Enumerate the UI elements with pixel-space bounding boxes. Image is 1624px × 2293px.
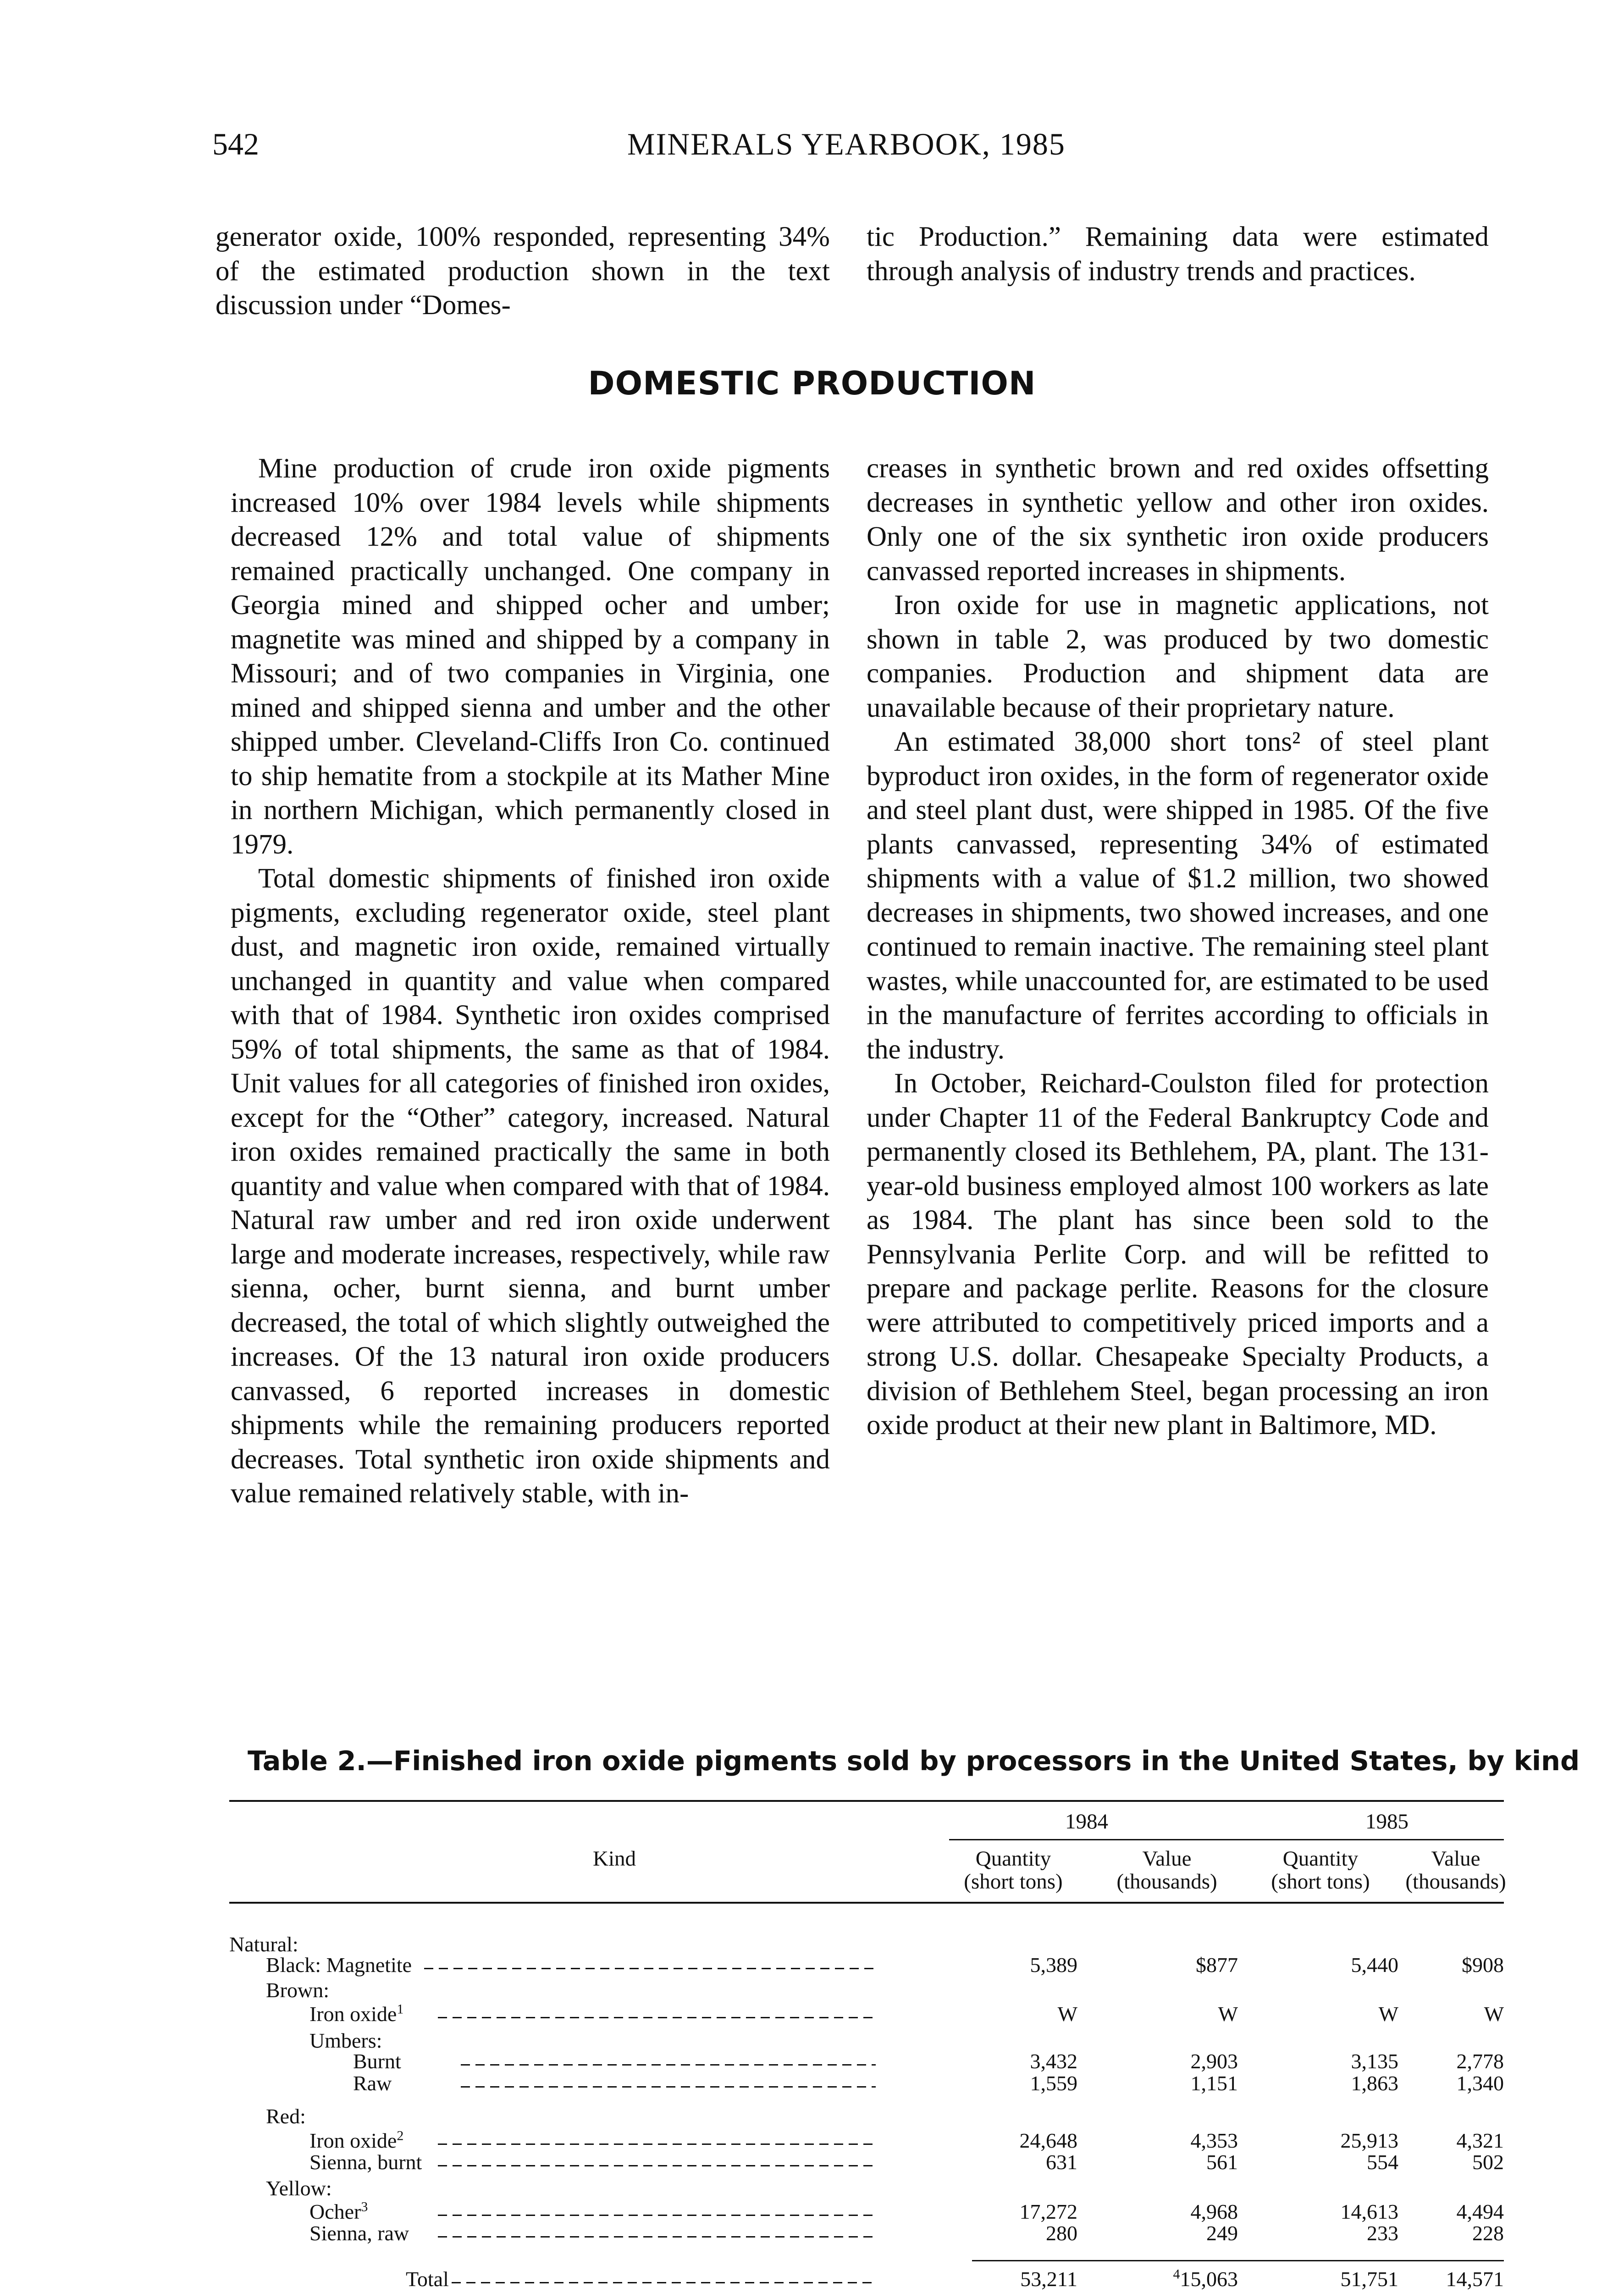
year-header-rule — [949, 1839, 1504, 1840]
leader-dots — [229, 2050, 876, 2073]
intro-right-column — [867, 220, 1489, 288]
footnote-marker: 4 — [1173, 2266, 1180, 2282]
row-label — [309, 2029, 382, 2052]
table-row — [229, 2003, 1504, 2026]
quantity-header-1985 — [1245, 1847, 1396, 1893]
cell-quantity-1984: 280 — [1046, 2221, 1077, 2245]
cell-quantity-1985: 1,863 — [1351, 2071, 1398, 2095]
cell-value-1985: W — [1484, 2002, 1504, 2026]
cell-value-1984: 249 — [1206, 2221, 1238, 2245]
cell-quantity-1984: 5,389 — [1030, 1953, 1077, 1977]
row-label-text: Ocher — [309, 2200, 361, 2223]
table-group-row — [229, 1933, 1504, 1956]
cell-quantity-1985: 3,135 — [1351, 2049, 1398, 2073]
cell-value-1984: $877 — [1196, 1953, 1238, 1977]
table-top-rule — [229, 1800, 1504, 1802]
table-group-row — [229, 2177, 1504, 2200]
running-title: MINERALS YEARBOOK, 1985 — [627, 127, 1066, 161]
page-number: 542 — [212, 127, 259, 161]
row-label-text: Natural: — [229, 1933, 298, 1956]
footnote-marker: 3 — [361, 2199, 368, 2215]
total-label: Total — [406, 2267, 449, 2291]
total-row — [229, 2268, 1504, 2291]
table-row — [229, 2072, 1504, 2095]
body-paragraph: In October, Reichard-Coulston filed for protection under Chapter 11 of the Federal Bankruptcy Code and permanently closed its Bethlehem, PA, plant. The 131-year-old business employed almost 100 workers as late as 1984. The plant has since been sold to the Pennsylvania Perlite Corp. and will be refitted to prepare and package perlite. Reasons for the closure were attributed to competitively priced imports and a strong U.S. dollar. Chesapeake Specialty Products, a division of Bethlehem Steel, began processing an iron oxide product at their new plant in Baltimore, MD. — [867, 1068, 1489, 1440]
row-label-text: Brown: — [266, 1978, 329, 2002]
section-heading: DOMESTIC PRODUCTION — [588, 365, 1036, 402]
cell-value-1985: 2,778 — [1456, 2049, 1504, 2073]
total-rule — [972, 2260, 1504, 2261]
quantity-header-unit: (short tons) — [1271, 1870, 1370, 1894]
intro-left-column — [215, 220, 830, 323]
cell-quantity-1985: 233 — [1367, 2221, 1398, 2245]
total-value-1984-text: 15,063 — [1180, 2267, 1238, 2291]
cell-value-1985: 228 — [1472, 2221, 1504, 2245]
row-label — [309, 2200, 368, 2223]
year-header-1984: 1984 — [1065, 1810, 1108, 1833]
body-left-column — [231, 452, 830, 1511]
value-header-1984 — [1091, 1847, 1243, 1893]
row-label-text: Red: — [266, 2105, 306, 2128]
leader-dots — [229, 2072, 876, 2095]
table-row — [229, 2151, 1504, 2174]
cell-quantity-1984: 631 — [1046, 2150, 1077, 2174]
cell-value-1984: W — [1218, 2002, 1238, 2026]
value-header-1985 — [1396, 1847, 1515, 1893]
cell-value-1985: $908 — [1462, 1953, 1504, 1977]
table-row — [229, 2222, 1504, 2245]
body-paragraph: creases in synthetic brown and red oxides offsetting decreases in synthetic yellow and other iron oxides. Only one of the six synthetic iron oxide producers canvassed reported increases in shipments. — [867, 453, 1489, 587]
cell-quantity-1985: 14,613 — [1340, 2200, 1398, 2223]
table-row — [229, 2200, 1504, 2223]
row-label-text: Iron oxide — [309, 2002, 397, 2026]
intro-right-paragraph: tic Production.” Remaining data were estimated through analysis of industry trends and practices. — [867, 222, 1489, 287]
cell-quantity-1984: 17,272 — [1019, 2200, 1077, 2223]
row-label-text: Black: Magnetite — [266, 1953, 412, 1977]
table-header-rule — [229, 1902, 1504, 1904]
body-paragraph: Mine production of crude iron oxide pigments increased 10% over 1984 levels while shipments decreased 12% and total value of shipments remained practically unchanged. One company in Georgia mined and shipped ocher and umber; magnetite was mined and shipped by a company in Missouri; and of two companies in Virginia, one mined and shipped sienna and umber and the other shipped umber. Cleveland-Cliffs Iron Co. continued to ship hematite from a stockpile at its Mather Mine in northern Michigan, which permanently closed in 1979. — [231, 453, 830, 860]
body-paragraph: Total domestic shipments of finished iron oxide pigments, excluding regenerator oxide, steel plant dust, and magnetic iron oxide, remained virtually unchanged in quantity and value when compared with that of 1984. Synthetic iron oxides comprised 59% of total shipments, the same as that of 1984. Unit values for all categories of finished iron oxides, except for the “Other” category, increased. Natural iron oxides remained practically the same in both quantity and value when compared with that of 1984. Natural raw umber and red iron oxide underwent large and moderate increases, respectively, while raw sienna, ocher, burnt sienna, and burnt umber decreased, the total of which slightly outweighed the increases. Of the 13 natural iron oxide producers canvassed, 6 reported increases in domestic shipments while the remaining producers reported decreases. Total synthetic iron oxide shipments and value remained relatively stable, with in- — [231, 863, 830, 1509]
table-group-row — [229, 2105, 1504, 2128]
quantity-header-unit: (short tons) — [964, 1870, 1063, 1894]
value-header-label: Value — [1142, 1847, 1192, 1871]
table-row — [229, 1954, 1504, 1977]
quantity-header-label: Quantity — [1282, 1847, 1359, 1871]
year-header-1985: 1985 — [1365, 1810, 1409, 1833]
total-value-1984 — [1119, 2268, 1238, 2291]
table-row — [229, 2050, 1504, 2073]
cell-quantity-1984: 24,648 — [1019, 2129, 1077, 2152]
row-label — [266, 1954, 412, 1977]
value-header-unit: (thousands) — [1405, 1870, 1506, 1894]
cell-value-1985: 1,340 — [1456, 2071, 1504, 2095]
row-label — [266, 2177, 332, 2200]
quantity-header-label: Quantity — [975, 1847, 1051, 1871]
body-right-column — [867, 452, 1489, 1443]
quantity-header-1984 — [938, 1847, 1089, 1893]
row-label — [266, 1979, 329, 2002]
total-quantity-1984: 53,211 — [1020, 2267, 1077, 2291]
row-label-text: Iron oxide — [309, 2129, 397, 2152]
kind-header: Kind — [593, 1847, 636, 1871]
cell-value-1985: 4,321 — [1456, 2129, 1504, 2152]
value-header-unit: (thousands) — [1116, 1870, 1217, 1894]
row-label-text: Sienna, raw — [309, 2221, 409, 2245]
row-label — [309, 2003, 403, 2026]
cell-value-1984: 561 — [1206, 2150, 1238, 2174]
total-quantity-1985: 51,751 — [1340, 2267, 1398, 2291]
cell-value-1984: 2,903 — [1190, 2049, 1238, 2073]
row-label — [353, 2072, 392, 2095]
row-label — [229, 1933, 298, 1956]
row-label-text: Umbers: — [309, 2029, 382, 2052]
footnote-marker: 2 — [397, 2128, 404, 2143]
cell-value-1985: 502 — [1472, 2150, 1504, 2174]
row-label — [309, 2129, 403, 2152]
row-label-text: Sienna, burnt — [309, 2150, 422, 2174]
row-label-text: Raw — [353, 2071, 392, 2095]
table-row — [229, 2129, 1504, 2152]
cell-quantity-1985: 554 — [1367, 2150, 1398, 2174]
body-paragraph: Iron oxide for use in magnetic applications, not shown in table 2, was produced by two domestic companies. Production and shipment data are unavailable because of their proprietary nature. — [867, 590, 1489, 723]
table-group-row — [229, 2029, 1504, 2052]
cell-quantity-1984: 1,559 — [1030, 2071, 1077, 2095]
row-label — [309, 2222, 409, 2245]
intro-left-paragraph: generator oxide, 100% responded, representing 34% of the estimated production shown in the text discussion under “Domes- — [215, 222, 830, 321]
leader-dots — [229, 2268, 876, 2291]
table-group-row — [229, 1979, 1504, 2002]
row-label — [353, 2050, 401, 2073]
cell-value-1984: 1,151 — [1190, 2071, 1238, 2095]
body-paragraph: An estimated 38,000 short tons² of steel plant byproduct iron oxides, in the form of regenerator oxide and steel plant dust, were shipped in 1985. Of the five plants canvassed, representing 34% of estimated shipments with a value of $1.2 million, two showed decreases in shipments, two showed increases, and one continued to remain inactive. The remaining steel plant wastes, while unaccounted for, are estimated to be used in the manufacture of ferrites according to officials in the industry. — [867, 726, 1489, 1065]
cell-quantity-1984: 3,432 — [1030, 2049, 1077, 2073]
cell-quantity-1985: W — [1378, 2002, 1398, 2026]
row-label — [266, 2105, 306, 2128]
row-label — [309, 2151, 422, 2174]
cell-value-1984: 4,353 — [1190, 2129, 1238, 2152]
table-title: Table 2.—Finished iron oxide pigments sold by processors in the United States, by kind — [248, 1745, 1580, 1777]
cell-value-1985: 4,494 — [1456, 2200, 1504, 2223]
cell-quantity-1984: W — [1057, 2002, 1077, 2026]
cell-value-1984: 4,968 — [1190, 2200, 1238, 2223]
row-label-text: Yellow: — [266, 2177, 332, 2200]
value-header-label: Value — [1431, 1847, 1480, 1871]
footnote-marker: 1 — [397, 2001, 404, 2017]
cell-quantity-1985: 25,913 — [1340, 2129, 1398, 2152]
cell-quantity-1985: 5,440 — [1351, 1953, 1398, 1977]
row-label-text: Burnt — [353, 2049, 401, 2073]
total-value-1985: 14,571 — [1446, 2267, 1504, 2291]
